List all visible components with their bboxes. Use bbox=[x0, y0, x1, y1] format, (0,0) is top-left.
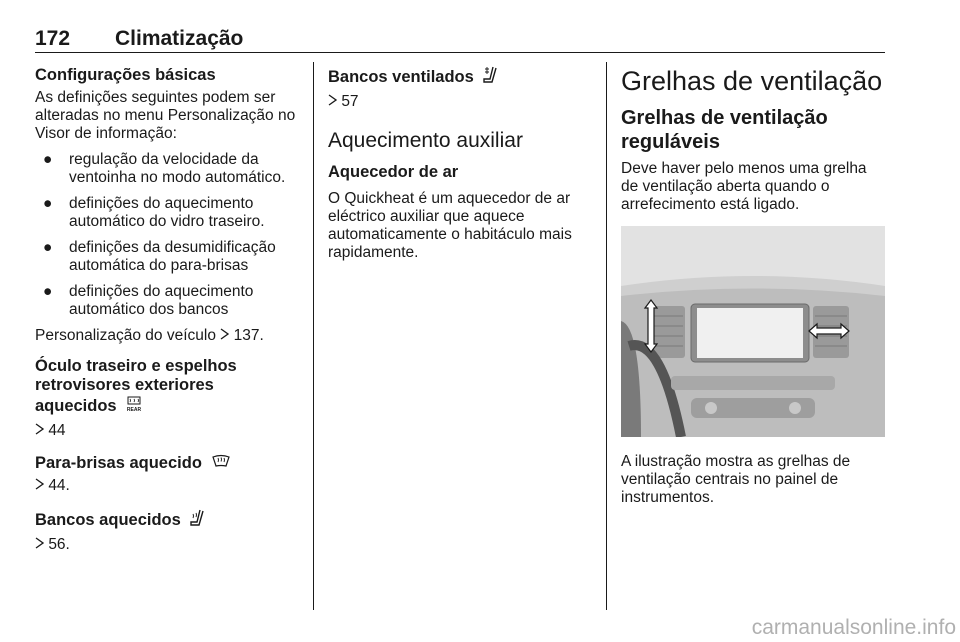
bullet-icon: ● bbox=[43, 283, 53, 300]
chapter-section-title: Grelhas de ventilação bbox=[621, 66, 883, 96]
list-item: ● regulação da velocidade da ventoinha no modo automático. bbox=[43, 151, 286, 186]
list-item: ● definições da desumidificação automática do para-brisas bbox=[43, 239, 276, 274]
cross-reference[interactable]: 44. bbox=[35, 477, 300, 495]
section-title: Aquecimento auxiliar bbox=[328, 129, 523, 152]
column-divider bbox=[606, 62, 607, 610]
intro-text: As definições seguintes podem ser alteradas no menu Personalização no Visor de informação: bbox=[35, 89, 296, 142]
ref-arrow-icon bbox=[35, 422, 48, 439]
section-heading: Para-brisas aquecido bbox=[35, 454, 300, 473]
page-number: 172 bbox=[35, 27, 71, 50]
column-3 bbox=[621, 66, 885, 515]
dashboard-vents-illustration bbox=[621, 226, 885, 437]
column-divider bbox=[313, 62, 314, 610]
bullet-icon: ● bbox=[43, 239, 53, 256]
ref-arrow-icon bbox=[220, 327, 233, 344]
cross-reference[interactable]: 56. bbox=[35, 536, 300, 554]
heater-text: O Quickheat é um aquecedor de ar eléctrico auxiliar que aquece automaticamente o habitáculo mais rapidamente. bbox=[328, 190, 572, 261]
cross-reference[interactable]: 44 bbox=[35, 422, 300, 440]
seat-ventilation-icon bbox=[482, 66, 498, 89]
subsection-heading: Aquecedor de ar bbox=[328, 163, 459, 181]
ref-arrow-icon bbox=[35, 477, 48, 494]
chapter-title: Climatização bbox=[115, 27, 244, 50]
rear-icon-text: REAR bbox=[127, 407, 142, 413]
settings-list bbox=[35, 151, 300, 319]
bullet-icon: ● bbox=[43, 151, 53, 168]
vent-text: Deve haver pelo menos uma grelha de ventilação aberta quando o arrefecimento está ligado. bbox=[621, 160, 867, 213]
column-2 bbox=[328, 66, 590, 270]
column-1 bbox=[35, 66, 300, 564]
page-header bbox=[35, 26, 885, 53]
personalisation-ref[interactable]: Personalização do veículo 137. bbox=[35, 327, 264, 344]
watermark: carmanualsonline.info bbox=[751, 616, 956, 639]
ref-arrow-icon bbox=[328, 93, 341, 110]
list-item: ● definições do aquecimento automático do vidro traseiro. bbox=[43, 195, 265, 230]
section-heading: Bancos ventilados bbox=[328, 66, 590, 89]
bullet-icon: ● bbox=[43, 195, 53, 212]
ref-arrow-icon bbox=[35, 536, 48, 553]
windscreen-heating-icon bbox=[211, 454, 231, 473]
cross-reference[interactable]: 57 bbox=[328, 93, 590, 111]
list-item: ● definições do aquecimento automático dos bancos bbox=[43, 283, 254, 318]
section-heading: Óculo traseiro e espelhos retrovisores exteriores aquecidos REAR bbox=[35, 357, 300, 418]
section-heading: Configurações básicas bbox=[35, 66, 216, 84]
seat-heating-icon bbox=[189, 509, 205, 532]
section-heading: Bancos aquecidos bbox=[35, 509, 300, 532]
subsection-heading: Grelhas de ventilação reguláveis bbox=[621, 107, 828, 153]
figure-caption: A ilustração mostra as grelhas de ventilação centrais no painel de instrumentos. bbox=[621, 453, 851, 506]
rear-window-heating-icon bbox=[125, 395, 143, 418]
